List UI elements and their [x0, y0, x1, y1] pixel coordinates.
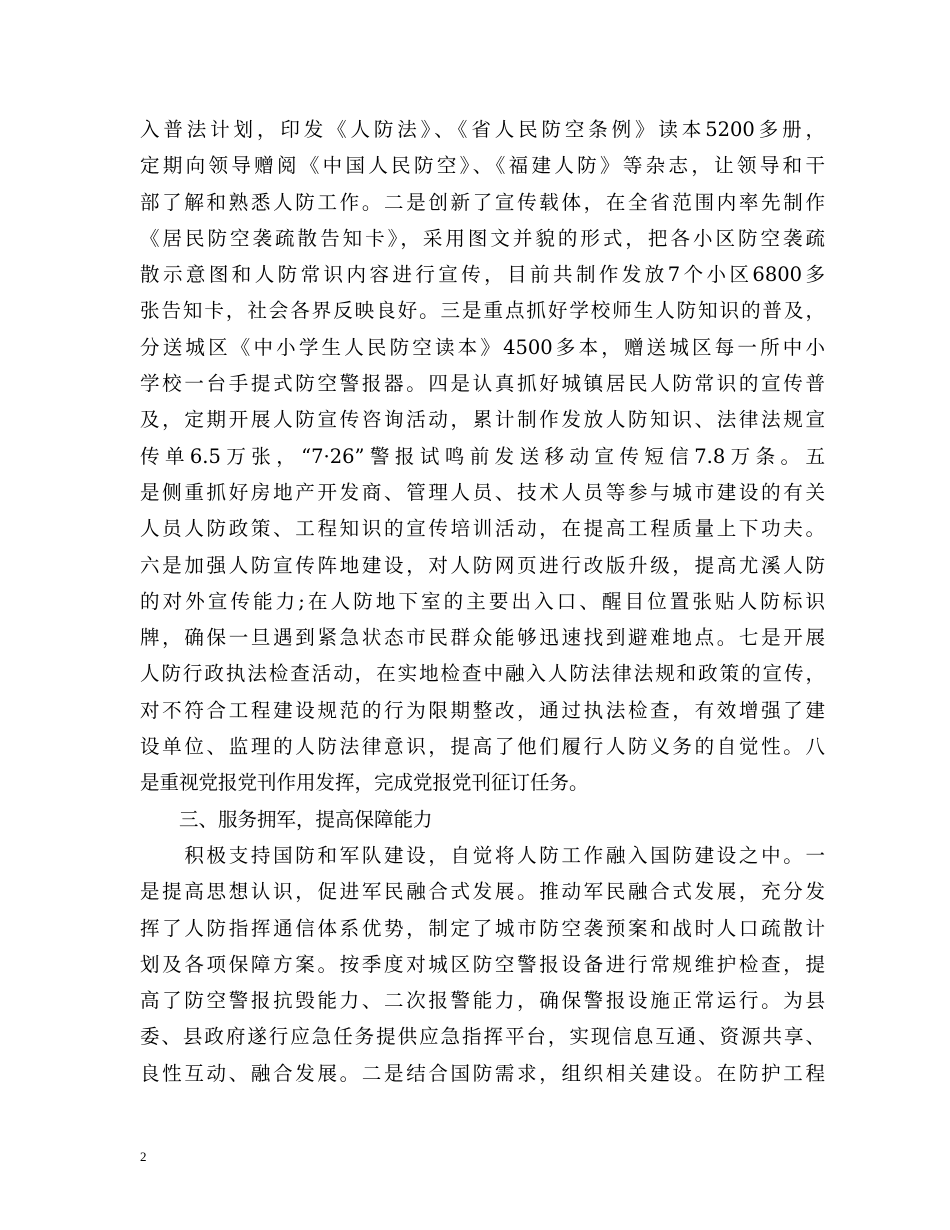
text-line: 人防行政执法检查活动，在实地检查中融入人防法律法规和政策的宣传， [140, 662, 825, 686]
text-line: 定期向领导赠阅《中国人民防空》、《福建人防》等杂志，让领导和干 [140, 154, 825, 178]
text-line: 划及各项保障方案。按季度对城区防空警报设备进行常规维护检查，提 [140, 952, 825, 976]
body-text [140, 112, 825, 1092]
text-line: 入普法计划，印发《人防法》、《省人民防空条例》读本5200多册， [140, 118, 825, 141]
text-line: 《居民防空袭疏散告知卡》，采用图文并貌的形式，把各小区防空袭疏 [140, 226, 825, 250]
text-line: 良性互动、融合发展。二是结合国防需求，组织相关建设。在防护工程 [140, 1061, 825, 1085]
text-line: 分送城区《中小学生人民防空读本》4500多本，赠送城区每一所中小 [140, 335, 825, 359]
text-line: 设单位、监理的人防法律意识，提高了他们履行人防义务的自觉性。八 [140, 735, 825, 759]
text-line: 学校一台手提式防空警报器。四是认真抓好城镇居民人防常识的宣传普 [140, 372, 825, 396]
text-line: 散示意图和人防常识内容进行宣传，目前共制作发放7个小区6800多 [140, 263, 825, 287]
text-line: 牌，确保一旦遇到紧急状态市民群众能够迅速找到避难地点。七是开展 [140, 626, 825, 650]
paragraph-first-line: 积极支持国防和军队建设，自觉将人防工作融入国防建设之中。一 [140, 843, 825, 867]
page-number: 2 [140, 1149, 147, 1164]
text-line: 是提高思想认识，促进军民融合式发展。推动军民融合式发展，充分发 [140, 880, 825, 904]
text-line: 六是加强人防宣传阵地建设，对人防网页进行改版升级，提高尤溪人防 [140, 553, 825, 577]
text-line: 部了解和熟悉人防工作。二是创新了宣传载体，在全省范围内率先制作 [140, 190, 825, 214]
section-heading: 三、服务拥军，提高保障能力 [140, 807, 433, 831]
text-line: 的对外宣传能力;在人防地下室的主要出入口、醒目位置张贴人防标识 [140, 589, 825, 613]
text-line: 委、县政府遂行应急任务提供应急指挥平台，实现信息互通、资源共享、 [140, 1025, 825, 1049]
paragraph-end-line: 是重视党报党刊作用发挥，完成党报党刊征订任务。 [140, 771, 589, 795]
text-line: 对不符合工程建设规范的行为限期整改，通过执法检查，有效增强了建 [140, 698, 825, 722]
text-line: 挥了人防指挥通信体系优势，制定了城市防空袭预案和战时人口疏散计 [140, 916, 825, 940]
text-line: 张告知卡，社会各界反映良好。三是重点抓好学校师生人防知识的普及， [140, 299, 825, 323]
text-line: 人员人防政策、工程知识的宣传培训活动，在提高工程质量上下功夫。 [140, 517, 825, 541]
text-line: 是侧重抓好房地产开发商、管理人员、技术人员等参与城市建设的有关 [140, 480, 825, 504]
text-line: 传单6.5万张，“7·26”警报试鸣前发送移动宣传短信7.8万条。五 [140, 444, 825, 468]
text-line: 及，定期开展人防宣传咨询活动，累计制作发放人防知识、法律法规宣 [140, 408, 825, 432]
text-line: 高了防空警报抗毁能力、二次报警能力，确保警报设施正常运行。为县 [140, 989, 825, 1013]
